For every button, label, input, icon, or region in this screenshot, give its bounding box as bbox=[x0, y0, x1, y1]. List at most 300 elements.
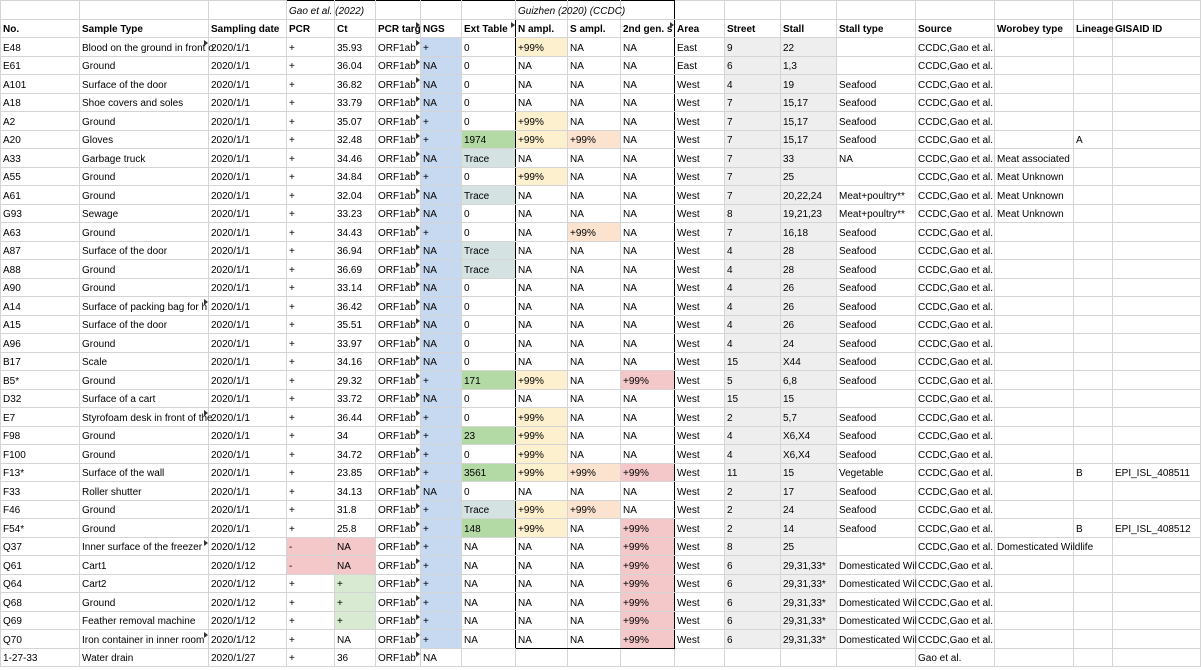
cell[interactable] bbox=[421, 1, 462, 20]
cell-street[interactable]: 4 bbox=[725, 75, 781, 94]
cell-no[interactable]: A14 bbox=[1, 297, 80, 316]
cell-area[interactable]: West bbox=[675, 315, 725, 334]
cell-n-ampl[interactable]: +99% bbox=[516, 463, 568, 482]
cell-worobey-type[interactable]: Meat Unknown bbox=[995, 204, 1074, 223]
cell-gisaid-id[interactable] bbox=[1113, 334, 1201, 353]
cell-street[interactable]: 2 bbox=[725, 519, 781, 538]
cell-stall[interactable] bbox=[781, 648, 837, 667]
cell-ngs[interactable]: + bbox=[421, 130, 462, 149]
cell-sample-type[interactable]: Iron container in inner room bbox=[80, 630, 209, 649]
cell-street[interactable]: 8 bbox=[725, 204, 781, 223]
cell-ngs[interactable]: NA bbox=[421, 149, 462, 168]
cell-pcr[interactable]: + bbox=[287, 334, 335, 353]
cell-worobey-type[interactable] bbox=[995, 93, 1074, 112]
cell-no[interactable]: Q69 bbox=[1, 611, 80, 630]
cell-gisaid-id[interactable] bbox=[1113, 445, 1201, 464]
cell-worobey-type[interactable] bbox=[995, 426, 1074, 445]
cell-gisaid-id[interactable] bbox=[1113, 630, 1201, 649]
cell-sampling-date[interactable]: 2020/1/1 bbox=[209, 204, 287, 223]
cell-ngs[interactable]: + bbox=[421, 519, 462, 538]
cell-pcr-target[interactable]: ORF1ab bbox=[376, 297, 421, 316]
cell-stall-type[interactable]: Seafood bbox=[837, 371, 916, 390]
cell-gisaid-id[interactable] bbox=[1113, 648, 1201, 667]
cell-ngs[interactable]: NA bbox=[421, 75, 462, 94]
cell-source[interactable]: CCDC,Gao et al. bbox=[916, 56, 995, 75]
cell-stall[interactable]: 29,31,33* bbox=[781, 556, 837, 575]
cell-no[interactable]: B5* bbox=[1, 371, 80, 390]
cell-worobey-type[interactable] bbox=[995, 352, 1074, 371]
cell-ct[interactable]: 33.14 bbox=[335, 278, 376, 297]
cell-gisaid-id[interactable] bbox=[1113, 278, 1201, 297]
cell-lineage[interactable] bbox=[1074, 186, 1113, 205]
cell-second-gen[interactable]: NA bbox=[621, 241, 675, 260]
cell[interactable] bbox=[725, 1, 781, 20]
cell-ext-table[interactable]: 0 bbox=[462, 204, 516, 223]
cell-stall[interactable]: 20,22,24 bbox=[781, 186, 837, 205]
cell-pcr-target[interactable]: ORF1ab bbox=[376, 426, 421, 445]
cell-area[interactable]: West bbox=[675, 371, 725, 390]
cell-source[interactable]: CCDC,Gao et al. bbox=[916, 130, 995, 149]
cell-stall[interactable]: 19 bbox=[781, 75, 837, 94]
cell-ext-table[interactable]: Trace bbox=[462, 241, 516, 260]
cell-area[interactable]: West bbox=[675, 352, 725, 371]
cell-gisaid-id[interactable] bbox=[1113, 537, 1201, 556]
cell-n-ampl[interactable]: NA bbox=[516, 223, 568, 242]
cell-second-gen[interactable]: NA bbox=[621, 204, 675, 223]
cell-pcr-target[interactable]: ORF1ab bbox=[376, 445, 421, 464]
cell-source[interactable]: CCDC,Gao et al. bbox=[916, 593, 995, 612]
cell-area[interactable]: West bbox=[675, 130, 725, 149]
cell-street[interactable]: 7 bbox=[725, 186, 781, 205]
cell-ngs[interactable]: NA bbox=[421, 648, 462, 667]
cell-sample-type[interactable]: Inner surface of the freezer bbox=[80, 537, 209, 556]
cell-ngs[interactable]: + bbox=[421, 167, 462, 186]
cell-ngs[interactable]: NA bbox=[421, 186, 462, 205]
cell-second-gen[interactable]: NA bbox=[621, 408, 675, 427]
cell-sample-type[interactable]: Ground bbox=[80, 426, 209, 445]
cell-s-ampl[interactable]: NA bbox=[568, 593, 621, 612]
cell-s-ampl[interactable]: NA bbox=[568, 297, 621, 316]
cell-second-gen[interactable]: NA bbox=[621, 389, 675, 408]
column-header-n-ampl[interactable]: N ampl. bbox=[516, 19, 568, 38]
cell-stall-type[interactable] bbox=[837, 56, 916, 75]
cell-pcr[interactable]: + bbox=[287, 297, 335, 316]
cell-stall[interactable]: X6,X4 bbox=[781, 445, 837, 464]
cell-s-ampl[interactable]: NA bbox=[568, 445, 621, 464]
cell-s-ampl[interactable]: NA bbox=[568, 389, 621, 408]
cell-sampling-date[interactable]: 2020/1/12 bbox=[209, 537, 287, 556]
cell-area[interactable]: West bbox=[675, 611, 725, 630]
cell-second-gen[interactable]: +99% bbox=[621, 371, 675, 390]
column-header-ext-table[interactable]: Ext Table bbox=[462, 19, 516, 38]
cell-ct[interactable]: 36.44 bbox=[335, 408, 376, 427]
cell-n-ampl[interactable]: NA bbox=[516, 611, 568, 630]
cell-street[interactable]: 11 bbox=[725, 463, 781, 482]
cell-ct[interactable]: 34 bbox=[335, 426, 376, 445]
cell-sample-type[interactable]: Ground bbox=[80, 500, 209, 519]
cell-stall-type[interactable]: Seafood bbox=[837, 260, 916, 279]
cell-area[interactable]: West bbox=[675, 149, 725, 168]
cell-pcr-target[interactable]: ORF1ab bbox=[376, 112, 421, 131]
cell-second-gen[interactable]: NA bbox=[621, 315, 675, 334]
cell-ext-table[interactable]: 0 bbox=[462, 408, 516, 427]
cell-worobey-type[interactable] bbox=[995, 130, 1074, 149]
column-header-stall[interactable]: Stall bbox=[781, 19, 837, 38]
cell-street[interactable]: 6 bbox=[725, 630, 781, 649]
cell-stall-type[interactable]: Seafood bbox=[837, 112, 916, 131]
cell-ngs[interactable]: NA bbox=[421, 56, 462, 75]
cell-sampling-date[interactable]: 2020/1/1 bbox=[209, 149, 287, 168]
cell-lineage[interactable] bbox=[1074, 648, 1113, 667]
cell-sampling-date[interactable]: 2020/1/12 bbox=[209, 630, 287, 649]
cell-n-ampl[interactable]: +99% bbox=[516, 167, 568, 186]
cell-pcr-target[interactable]: ORF1ab bbox=[376, 204, 421, 223]
cell-sample-type[interactable]: Ground bbox=[80, 371, 209, 390]
cell-stall-type[interactable]: Seafood bbox=[837, 519, 916, 538]
cell-gisaid-id[interactable] bbox=[1113, 223, 1201, 242]
cell-street[interactable] bbox=[725, 648, 781, 667]
cell-ct[interactable]: NA bbox=[335, 556, 376, 575]
cell-pcr[interactable]: + bbox=[287, 315, 335, 334]
cell[interactable] bbox=[995, 1, 1074, 20]
column-header-source[interactable]: Source bbox=[916, 19, 995, 38]
cell-s-ampl[interactable]: NA bbox=[568, 149, 621, 168]
cell-no[interactable]: D32 bbox=[1, 389, 80, 408]
cell-n-ampl[interactable]: NA bbox=[516, 630, 568, 649]
cell-n-ampl[interactable]: +99% bbox=[516, 426, 568, 445]
cell-worobey-type[interactable] bbox=[995, 389, 1074, 408]
cell-no[interactable]: F46 bbox=[1, 500, 80, 519]
cell-sampling-date[interactable]: 2020/1/1 bbox=[209, 56, 287, 75]
cell-street[interactable]: 4 bbox=[725, 315, 781, 334]
cell-street[interactable]: 4 bbox=[725, 260, 781, 279]
cell-no[interactable]: A2 bbox=[1, 112, 80, 131]
cell-street[interactable]: 15 bbox=[725, 352, 781, 371]
cell-pcr[interactable]: + bbox=[287, 574, 335, 593]
cell-ext-table[interactable]: 0 bbox=[462, 482, 516, 501]
cell-area[interactable]: West bbox=[675, 93, 725, 112]
cell-n-ampl[interactable]: NA bbox=[516, 204, 568, 223]
cell-second-gen[interactable]: +99% bbox=[621, 574, 675, 593]
cell-pcr[interactable]: + bbox=[287, 630, 335, 649]
cell-sampling-date[interactable]: 2020/1/1 bbox=[209, 130, 287, 149]
cell-source[interactable]: CCDC,Gao et al. bbox=[916, 500, 995, 519]
cell-ngs[interactable]: NA bbox=[421, 297, 462, 316]
cell-gisaid-id[interactable] bbox=[1113, 426, 1201, 445]
cell[interactable] bbox=[376, 1, 421, 20]
cell-stall-type[interactable]: Vegetable bbox=[837, 463, 916, 482]
cell-ext-table[interactable]: 0 bbox=[462, 389, 516, 408]
cell-sample-type[interactable]: Ground bbox=[80, 112, 209, 131]
cell-pcr[interactable]: - bbox=[287, 537, 335, 556]
cell-worobey-type[interactable] bbox=[995, 408, 1074, 427]
cell-sample-type[interactable]: Water drain bbox=[80, 648, 209, 667]
cell-ngs[interactable]: NA bbox=[421, 334, 462, 353]
cell-sampling-date[interactable]: 2020/1/1 bbox=[209, 445, 287, 464]
cell-gisaid-id[interactable] bbox=[1113, 371, 1201, 390]
cell-sample-type[interactable]: Surface of the door bbox=[80, 315, 209, 334]
cell-sample-type[interactable]: Ground bbox=[80, 260, 209, 279]
cell-stall-type[interactable]: Seafood bbox=[837, 241, 916, 260]
cell-sampling-date[interactable]: 2020/1/1 bbox=[209, 38, 287, 57]
cell-ext-table[interactable]: 0 bbox=[462, 278, 516, 297]
cell-ct[interactable]: 35.51 bbox=[335, 315, 376, 334]
cell-sample-type[interactable]: Ground bbox=[80, 334, 209, 353]
cell-s-ampl[interactable]: NA bbox=[568, 611, 621, 630]
cell-ngs[interactable]: NA bbox=[421, 204, 462, 223]
cell-sampling-date[interactable]: 2020/1/1 bbox=[209, 426, 287, 445]
cell-sampling-date[interactable]: 2020/1/1 bbox=[209, 278, 287, 297]
cell-sampling-date[interactable]: 2020/1/1 bbox=[209, 260, 287, 279]
cell-area[interactable]: West bbox=[675, 223, 725, 242]
cell-source[interactable]: CCDC,Gao et al. bbox=[916, 352, 995, 371]
cell-gisaid-id[interactable] bbox=[1113, 186, 1201, 205]
cell-stall[interactable]: 26 bbox=[781, 297, 837, 316]
cell-worobey-type[interactable] bbox=[995, 278, 1074, 297]
cell-gisaid-id[interactable] bbox=[1113, 38, 1201, 57]
cell-ngs[interactable]: NA bbox=[421, 260, 462, 279]
cell-stall[interactable]: 1,3 bbox=[781, 56, 837, 75]
cell-lineage[interactable] bbox=[1074, 630, 1113, 649]
cell-gisaid-id[interactable] bbox=[1113, 241, 1201, 260]
cell-sampling-date[interactable]: 2020/1/1 bbox=[209, 241, 287, 260]
cell-pcr-target[interactable]: ORF1ab bbox=[376, 389, 421, 408]
cell-gisaid-id[interactable]: EPI_ISL_408512 bbox=[1113, 519, 1201, 538]
cell-worobey-type[interactable] bbox=[995, 260, 1074, 279]
cell-area[interactable]: West bbox=[675, 426, 725, 445]
cell-source[interactable]: CCDC,Gao et al. bbox=[916, 315, 995, 334]
cell-street[interactable]: 6 bbox=[725, 574, 781, 593]
cell-sample-type[interactable]: Blood on the ground in front o bbox=[80, 38, 209, 57]
cell-stall[interactable]: X6,X4 bbox=[781, 426, 837, 445]
cell-lineage[interactable] bbox=[1074, 445, 1113, 464]
cell-ngs[interactable]: + bbox=[421, 426, 462, 445]
cell-ngs[interactable]: + bbox=[421, 223, 462, 242]
cell-sample-type[interactable]: Ground bbox=[80, 593, 209, 612]
cell-pcr[interactable]: + bbox=[287, 112, 335, 131]
cell-sampling-date[interactable]: 2020/1/1 bbox=[209, 315, 287, 334]
cell-s-ampl[interactable]: NA bbox=[568, 630, 621, 649]
cell[interactable] bbox=[621, 1, 675, 20]
cell-ct[interactable]: 34.72 bbox=[335, 445, 376, 464]
cell-s-ampl[interactable]: NA bbox=[568, 112, 621, 131]
cell-worobey-type[interactable] bbox=[995, 112, 1074, 131]
cell-area[interactable]: West bbox=[675, 556, 725, 575]
cell-street[interactable]: 7 bbox=[725, 130, 781, 149]
cell-street[interactable]: 7 bbox=[725, 112, 781, 131]
cell-second-gen[interactable]: NA bbox=[621, 260, 675, 279]
cell-ngs[interactable]: + bbox=[421, 371, 462, 390]
cell-ct[interactable]: 36 bbox=[335, 648, 376, 667]
cell-no[interactable]: F13* bbox=[1, 463, 80, 482]
cell-ext-table[interactable]: Trace bbox=[462, 149, 516, 168]
cell-street[interactable]: 7 bbox=[725, 167, 781, 186]
cell-pcr[interactable]: + bbox=[287, 648, 335, 667]
cell-sampling-date[interactable]: 2020/1/27 bbox=[209, 648, 287, 667]
cell-area[interactable]: West bbox=[675, 482, 725, 501]
cell-lineage[interactable]: B bbox=[1074, 519, 1113, 538]
cell-pcr[interactable]: + bbox=[287, 482, 335, 501]
cell-street[interactable]: 4 bbox=[725, 334, 781, 353]
cell-lineage[interactable] bbox=[1074, 537, 1113, 556]
cell-worobey-type[interactable] bbox=[995, 482, 1074, 501]
cell-worobey-type[interactable] bbox=[995, 630, 1074, 649]
cell-lineage[interactable] bbox=[1074, 278, 1113, 297]
cell-lineage[interactable] bbox=[1074, 408, 1113, 427]
cell-lineage[interactable] bbox=[1074, 482, 1113, 501]
cell-pcr-target[interactable]: ORF1ab bbox=[376, 260, 421, 279]
cell-s-ampl[interactable]: NA bbox=[568, 241, 621, 260]
cell-stall[interactable]: 15,17 bbox=[781, 93, 837, 112]
cell-s-ampl[interactable]: NA bbox=[568, 334, 621, 353]
cell-n-ampl[interactable]: NA bbox=[516, 574, 568, 593]
cell-ngs[interactable]: NA bbox=[421, 241, 462, 260]
cell-pcr[interactable]: + bbox=[287, 519, 335, 538]
cell-sample-type[interactable]: Ground bbox=[80, 56, 209, 75]
cell-worobey-type[interactable] bbox=[995, 445, 1074, 464]
column-header-pcr-target[interactable]: PCR targ bbox=[376, 19, 421, 38]
cell-ext-table[interactable]: NA bbox=[462, 556, 516, 575]
cell-worobey-type[interactable] bbox=[995, 593, 1074, 612]
cell-second-gen[interactable]: NA bbox=[621, 130, 675, 149]
cell-ngs[interactable]: NA bbox=[421, 315, 462, 334]
cell-s-ampl[interactable]: NA bbox=[568, 574, 621, 593]
cell-street[interactable]: 6 bbox=[725, 56, 781, 75]
cell-worobey-type[interactable] bbox=[995, 297, 1074, 316]
cell-ct[interactable]: 34.13 bbox=[335, 482, 376, 501]
cell-second-gen[interactable]: +99% bbox=[621, 463, 675, 482]
cell-second-gen[interactable]: NA bbox=[621, 38, 675, 57]
cell-n-ampl[interactable]: NA bbox=[516, 260, 568, 279]
cell-s-ampl[interactable]: NA bbox=[568, 371, 621, 390]
cell-stall-type[interactable]: Seafood bbox=[837, 482, 916, 501]
cell-source[interactable]: CCDC,Gao et al. bbox=[916, 445, 995, 464]
cell-s-ampl[interactable]: NA bbox=[568, 186, 621, 205]
cell-area[interactable]: West bbox=[675, 630, 725, 649]
cell-sampling-date[interactable]: 2020/1/1 bbox=[209, 408, 287, 427]
cell-second-gen[interactable]: NA bbox=[621, 56, 675, 75]
cell-n-ampl[interactable]: NA bbox=[516, 537, 568, 556]
cell-pcr-target[interactable]: ORF1ab bbox=[376, 482, 421, 501]
cell-ext-table[interactable]: 0 bbox=[462, 297, 516, 316]
cell-pcr-target[interactable]: ORF1ab bbox=[376, 352, 421, 371]
cell-pcr-target[interactable]: ORF1ab bbox=[376, 371, 421, 390]
cell-s-ampl[interactable]: +99% bbox=[568, 500, 621, 519]
cell-area[interactable]: West bbox=[675, 389, 725, 408]
cell-sampling-date[interactable]: 2020/1/1 bbox=[209, 463, 287, 482]
cell-s-ampl[interactable]: NA bbox=[568, 352, 621, 371]
cell-pcr[interactable]: + bbox=[287, 278, 335, 297]
column-header-pcr[interactable]: PCR bbox=[287, 19, 335, 38]
cell-pcr-target[interactable]: ORF1ab bbox=[376, 463, 421, 482]
cell-ext-table[interactable]: 0 bbox=[462, 112, 516, 131]
cell-second-gen[interactable]: NA bbox=[621, 149, 675, 168]
cell-pcr[interactable]: + bbox=[287, 149, 335, 168]
cell-ext-table[interactable]: NA bbox=[462, 537, 516, 556]
cell-ext-table[interactable]: 0 bbox=[462, 38, 516, 57]
cell-pcr-target[interactable]: ORF1ab bbox=[376, 315, 421, 334]
cell-no[interactable]: F98 bbox=[1, 426, 80, 445]
column-header-ngs[interactable]: NGS bbox=[421, 19, 462, 38]
cell-s-ampl[interactable]: NA bbox=[568, 278, 621, 297]
cell-worobey-type[interactable] bbox=[995, 556, 1074, 575]
cell-ext-table[interactable]: 148 bbox=[462, 519, 516, 538]
cell-source[interactable]: CCDC,Gao et al. bbox=[916, 241, 995, 260]
cell-lineage[interactable] bbox=[1074, 334, 1113, 353]
cell-stall-type[interactable]: Domesticated Wil bbox=[837, 630, 916, 649]
cell-ct[interactable]: 33.79 bbox=[335, 93, 376, 112]
cell-gisaid-id[interactable] bbox=[1113, 204, 1201, 223]
cell-ext-table[interactable]: 0 bbox=[462, 167, 516, 186]
cell-ngs[interactable]: + bbox=[421, 500, 462, 519]
cell-sampling-date[interactable]: 2020/1/1 bbox=[209, 500, 287, 519]
cell-s-ampl[interactable]: +99% bbox=[568, 223, 621, 242]
cell-stall-type[interactable]: Domesticated Wil bbox=[837, 556, 916, 575]
cell-ct[interactable]: + bbox=[335, 611, 376, 630]
cell-source[interactable]: CCDC,Gao et al. bbox=[916, 334, 995, 353]
column-header-ct[interactable]: Ct bbox=[335, 19, 376, 38]
cell-no[interactable]: E61 bbox=[1, 56, 80, 75]
cell-worobey-type[interactable] bbox=[995, 519, 1074, 538]
cell-s-ampl[interactable]: NA bbox=[568, 426, 621, 445]
cell-no[interactable]: A61 bbox=[1, 186, 80, 205]
cell-pcr-target[interactable]: ORF1ab bbox=[376, 186, 421, 205]
cell-source[interactable]: CCDC,Gao et al. bbox=[916, 75, 995, 94]
cell-worobey-type[interactable] bbox=[995, 315, 1074, 334]
cell-ngs[interactable]: + bbox=[421, 408, 462, 427]
cell-pcr-target[interactable]: ORF1ab bbox=[376, 556, 421, 575]
cell-ngs[interactable]: + bbox=[421, 38, 462, 57]
group-header-gao[interactable]: Gao et al. (2022) bbox=[287, 1, 335, 20]
cell-pcr-target[interactable]: ORF1ab bbox=[376, 278, 421, 297]
cell-sampling-date[interactable]: 2020/1/12 bbox=[209, 593, 287, 612]
cell-stall-type[interactable]: Meat+poultry** bbox=[837, 186, 916, 205]
cell-ext-table[interactable]: 0 bbox=[462, 223, 516, 242]
cell[interactable] bbox=[781, 1, 837, 20]
cell-ngs[interactable]: + bbox=[421, 593, 462, 612]
cell-ngs[interactable]: NA bbox=[421, 352, 462, 371]
cell-s-ampl[interactable]: NA bbox=[568, 56, 621, 75]
cell-stall[interactable]: 15 bbox=[781, 463, 837, 482]
cell-sample-type[interactable]: Ground bbox=[80, 519, 209, 538]
cell-sample-type[interactable]: Scale bbox=[80, 352, 209, 371]
cell-worobey-type[interactable] bbox=[995, 574, 1074, 593]
cell-gisaid-id[interactable] bbox=[1113, 389, 1201, 408]
cell-second-gen[interactable]: NA bbox=[621, 93, 675, 112]
cell-stall[interactable]: 17 bbox=[781, 482, 837, 501]
cell-ext-table[interactable]: 0 bbox=[462, 93, 516, 112]
cell-sample-type[interactable]: Surface of the door bbox=[80, 241, 209, 260]
cell-lineage[interactable] bbox=[1074, 611, 1113, 630]
cell-pcr-target[interactable]: ORF1ab bbox=[376, 630, 421, 649]
cell-gisaid-id[interactable] bbox=[1113, 352, 1201, 371]
column-header-street[interactable]: Street bbox=[725, 19, 781, 38]
cell-no[interactable]: A15 bbox=[1, 315, 80, 334]
cell-pcr[interactable]: + bbox=[287, 500, 335, 519]
cell-sample-type[interactable]: Ground bbox=[80, 278, 209, 297]
cell-pcr[interactable]: + bbox=[287, 186, 335, 205]
cell-second-gen[interactable]: NA bbox=[621, 167, 675, 186]
cell-ext-table[interactable] bbox=[462, 648, 516, 667]
cell-n-ampl[interactable] bbox=[516, 648, 568, 667]
cell-lineage[interactable] bbox=[1074, 56, 1113, 75]
cell-gisaid-id[interactable] bbox=[1113, 167, 1201, 186]
cell-source[interactable]: CCDC,Gao et al. bbox=[916, 574, 995, 593]
cell-s-ampl[interactable]: NA bbox=[568, 537, 621, 556]
cell-area[interactable]: West bbox=[675, 75, 725, 94]
cell-lineage[interactable] bbox=[1074, 223, 1113, 242]
cell-pcr-target[interactable]: ORF1ab bbox=[376, 223, 421, 242]
